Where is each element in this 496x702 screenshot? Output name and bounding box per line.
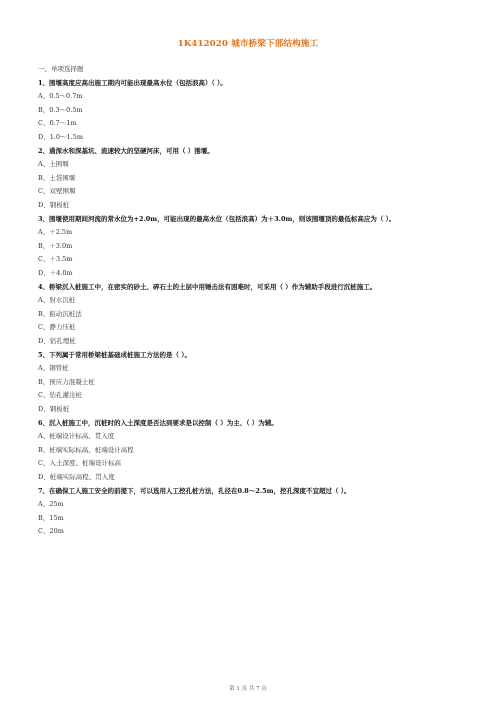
answer-option: B、桩端实际标高、桩端设计高程 bbox=[38, 445, 134, 454]
answer-option: A、＋2.5m bbox=[38, 228, 73, 237]
question-text: 4、桥梁沉入桩施工中，在密实的砂土、碎石土的土层中用锤击法有困难时，可采用（ ）作为辅助手段进行沉桩施工。 bbox=[38, 283, 377, 291]
question-text: 5、下列属于常用桥梁桩基础成桩施工方法的是（ ）。 bbox=[38, 350, 192, 359]
answer-option: A、桩端设计标高、贯入度 bbox=[38, 432, 115, 441]
answer-option: C、静力压桩 bbox=[38, 323, 76, 332]
document-title: 1K412020 城市桥梁下部结构施工 bbox=[177, 39, 319, 49]
answer-option: C、0.7～1m bbox=[38, 119, 77, 128]
answer-option: B、预应力混凝土桩 bbox=[38, 377, 95, 386]
section-heading: 一、单项选择题 bbox=[38, 65, 84, 73]
answer-option: B、＋3.0m bbox=[38, 241, 73, 250]
answer-option: A、射水沉桩 bbox=[38, 296, 76, 305]
question-lines bbox=[38, 77, 458, 539]
answer-option: B、0.3～0.5m bbox=[38, 105, 83, 114]
answer-option: B、振动沉桩法 bbox=[38, 309, 82, 318]
answer-option: D、1.0～1.5m bbox=[38, 132, 84, 141]
answer-option: A、钢管桩 bbox=[38, 364, 69, 373]
answer-option: C、钻孔灌注桩 bbox=[38, 391, 82, 400]
answer-option: C、20m bbox=[38, 527, 64, 536]
answer-option: B、土袋围堰 bbox=[38, 173, 76, 182]
question-text: 6、沉入桩施工中，沉桩时的入土深度是否达到要求是以控制（ ）为主、（ ）为辅。 bbox=[38, 418, 278, 427]
answer-option: D、钢板桩 bbox=[38, 200, 70, 209]
question-text: 2、通深水和深基坑、流速较大的坚硬河床，可用（ ）围堰。 bbox=[38, 147, 214, 156]
answer-option: D、钢板桩 bbox=[38, 404, 70, 413]
question-text: 7、在确保工人施工安全的前提下，可以选用人工挖孔桩方法，孔径在0.8～2.5m，挖孔深度不宜超过（ ）。 bbox=[38, 486, 351, 495]
question-text: 1、围堰高度应高出施工期内可能出现最高水位（包括浪高）（ ）。 bbox=[38, 79, 227, 88]
question-text: 3、围堰使用期间河流的常水位为+2.0m，可能出现的最高水位（包括浪高）为＋3.0m，则该围堰顶的最低标高应为（ ）。 bbox=[38, 215, 396, 224]
question-list bbox=[38, 63, 458, 539]
answer-option: D、＋4.0m bbox=[38, 268, 73, 277]
answer-option: A、25m bbox=[38, 500, 64, 508]
answer-option: C、双壁围堰 bbox=[38, 187, 76, 196]
answer-option: C、＋3.5m bbox=[38, 255, 73, 264]
page-footer: 第 1 页 共 7 页 bbox=[229, 686, 267, 692]
answer-option: A、土围堰 bbox=[38, 160, 69, 169]
answer-option: C、入土深度、桩端设计标高 bbox=[38, 459, 121, 468]
answer-option: D、桩端实际高程、贯入度 bbox=[38, 472, 115, 481]
answer-option: A、0.5～0.7m bbox=[38, 92, 83, 101]
answer-option: D、钻孔埋桩 bbox=[38, 336, 76, 345]
answer-option: B、15m bbox=[38, 513, 64, 522]
